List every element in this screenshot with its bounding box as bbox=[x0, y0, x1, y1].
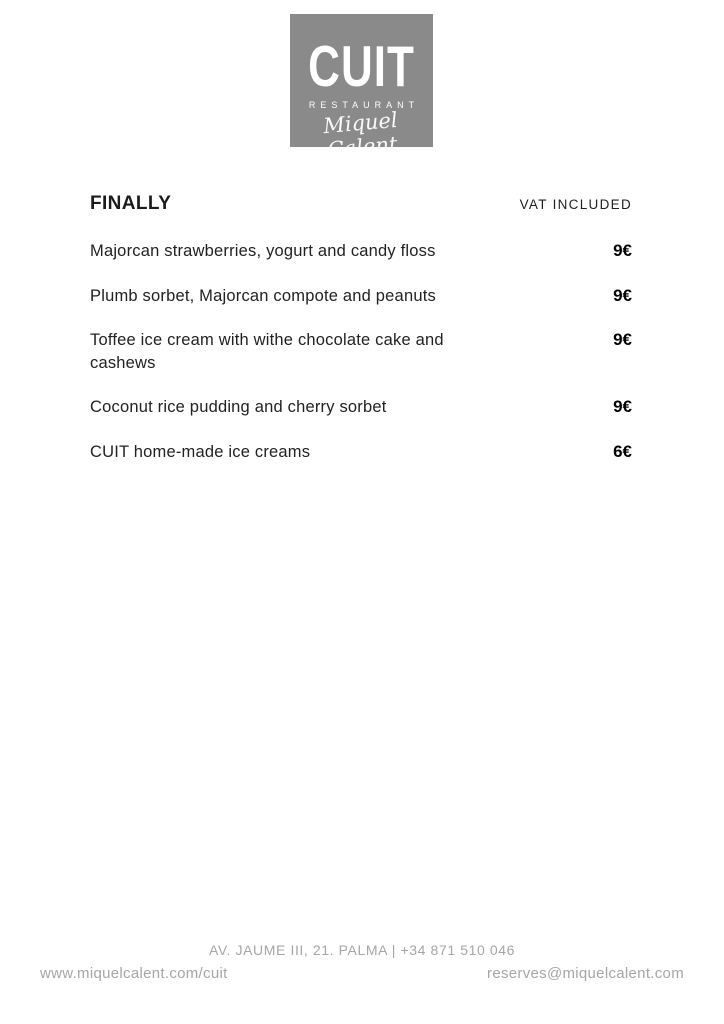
menu-item-row bbox=[90, 285, 632, 308]
menu-item-name: Majorcan strawberries, yogurt and candy floss bbox=[90, 242, 436, 260]
menu-item-row bbox=[90, 396, 632, 419]
menu-item-price: 9€ bbox=[613, 397, 632, 416]
menu-item-price: 9€ bbox=[613, 285, 632, 305]
vat-included-note: VAT INCLUDED bbox=[519, 197, 632, 212]
menu-item-name: Plumb sorbet, Majorcan compote and peanuts bbox=[90, 286, 436, 305]
restaurant-logo bbox=[290, 14, 433, 162]
menu-item-price: 9€ bbox=[613, 241, 632, 260]
logo-subtitle: RESTAURANT bbox=[308, 100, 420, 110]
footer-contact-row bbox=[40, 965, 684, 982]
menu-item-price: 9€ bbox=[613, 330, 632, 349]
menu-item-row bbox=[90, 441, 632, 464]
menu-item-name: Toffee ice cream with withe chocolate cake and cashews bbox=[90, 331, 444, 372]
menu-item-row bbox=[90, 329, 632, 374]
menu-item-name: Coconut rice pudding and cherry sorbet bbox=[90, 398, 387, 416]
menu-item-price: 6€ bbox=[613, 441, 632, 461]
footer-website-link[interactable]: www.miquelcalent.com/cuit bbox=[40, 965, 228, 982]
footer-email-link[interactable]: reserves@miquelcalent.com bbox=[487, 965, 684, 982]
menu-item-list bbox=[90, 240, 632, 485]
logo-signature: Miquel Calent bbox=[322, 107, 399, 162]
footer-address: AV. JAUME III, 21. PALMA | +34 871 510 046 bbox=[208, 942, 516, 958]
menu-item-row bbox=[90, 240, 632, 263]
logo-title: CUIT bbox=[308, 35, 415, 99]
menu-item-name: CUIT home-made ice creams bbox=[90, 442, 311, 461]
section-title: FINALLY bbox=[90, 193, 172, 214]
section-header bbox=[90, 193, 632, 215]
